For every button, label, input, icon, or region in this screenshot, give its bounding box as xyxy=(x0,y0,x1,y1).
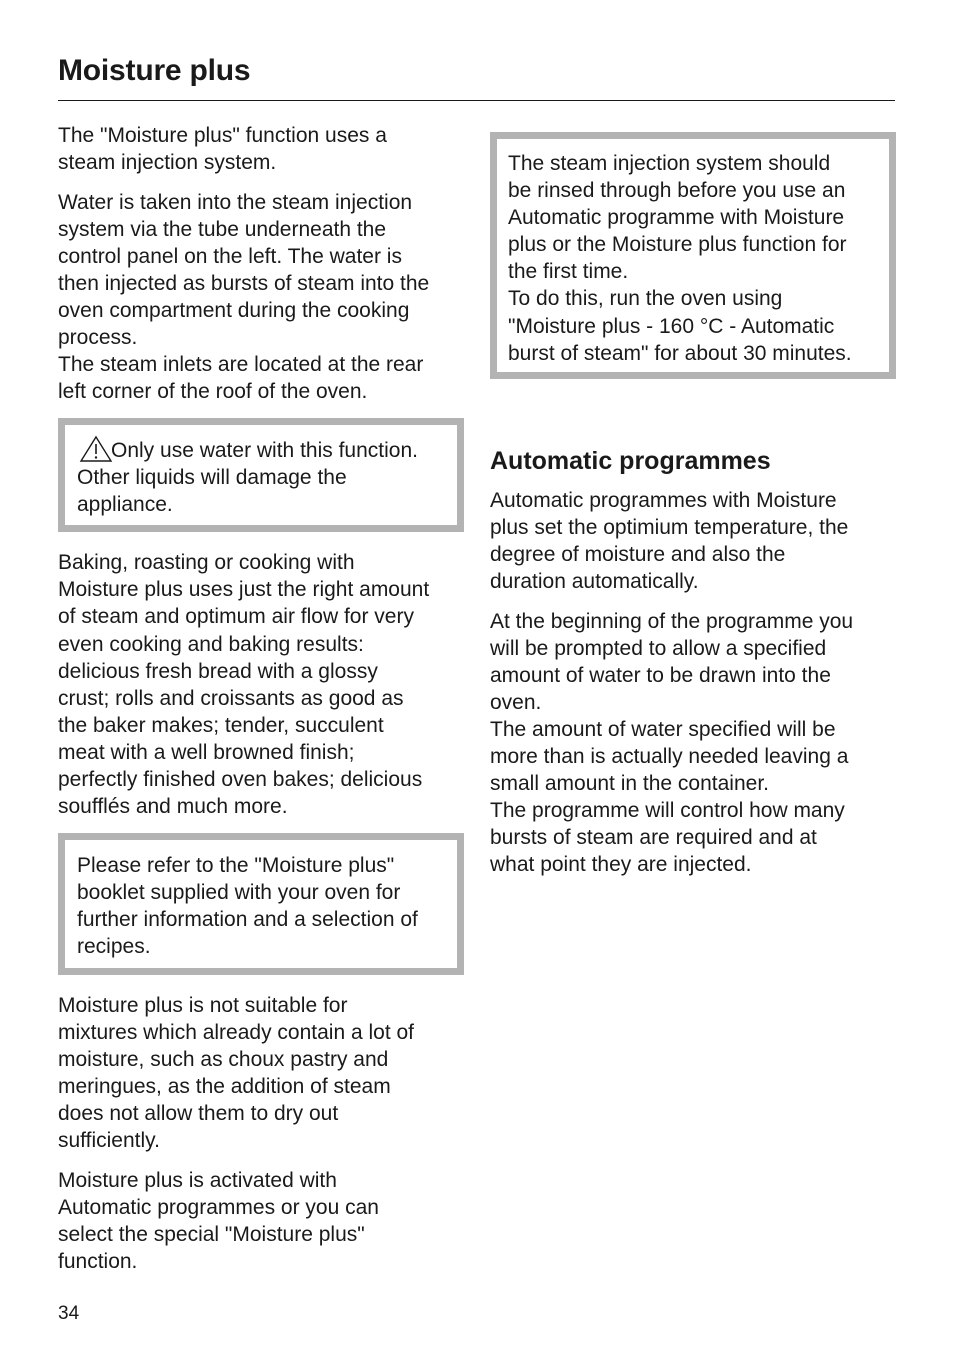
text-line: Moisture plus uses just the right amount xyxy=(58,578,430,602)
text-line: select the special "Moisture plus" xyxy=(58,1222,365,1246)
text-line: duration automatically. xyxy=(490,570,699,594)
text-line: amount of water to be drawn into the xyxy=(490,663,831,687)
text-line: Automatic programmes or you can xyxy=(58,1195,379,1219)
text-line: crust; rolls and croissants as good as xyxy=(58,686,404,710)
text-line: The "Moisture plus" function uses a xyxy=(58,124,387,147)
text-line: mixtures which already contain a lot of xyxy=(58,1020,415,1044)
text-line: booklet supplied with your oven for xyxy=(77,881,401,905)
text-line: more than is actually needed leaving a xyxy=(490,745,849,769)
text-line: Automatic programmes with Moisture xyxy=(490,488,837,512)
text-line: does not allow them to dry out xyxy=(58,1101,339,1125)
warning-box xyxy=(58,418,464,532)
text-line: sufficiently. xyxy=(58,1129,160,1152)
booklet-info-box xyxy=(58,833,464,974)
text-line: soufflés and much more. xyxy=(58,795,288,819)
text-line: the baker makes; tender, succulent xyxy=(58,713,384,737)
text-line: appliance. xyxy=(77,493,173,517)
text-line: Please refer to the "Moisture plus" xyxy=(77,854,395,878)
text-line: small amount in the container. xyxy=(490,772,769,796)
text-line: The programme will control how many xyxy=(490,799,845,823)
text-line: Automatic programme with Moisture xyxy=(508,206,845,230)
text-line: even cooking and baking results: xyxy=(58,632,364,656)
text-line: plus set the optimium temperature, the xyxy=(490,515,849,539)
text-line: At the beginning of the programme you xyxy=(490,609,854,633)
text-line: moisture, such as choux pastry and xyxy=(58,1047,389,1071)
text-line: steam injection system. xyxy=(58,151,277,175)
water-intake-paragraph xyxy=(58,189,466,406)
text-line: perfectly finished oven bakes; delicious xyxy=(58,767,423,791)
rinse-note-box xyxy=(490,132,896,379)
text-line: Moisture plus is not suitable for xyxy=(58,993,348,1017)
auto-programmes-paragraph xyxy=(490,487,896,595)
unsuitable-paragraph xyxy=(58,992,466,1155)
text-line: recipes. xyxy=(77,935,151,959)
title-divider xyxy=(58,100,895,101)
page-title: Moisture plus xyxy=(58,54,251,87)
text-line: bursts of steam are required and at xyxy=(490,826,817,850)
text-line: Moisture plus is activated with xyxy=(58,1168,337,1192)
text-line: The amount of water specified will be xyxy=(490,718,836,741)
text-line: meat with a well browned finish; xyxy=(58,740,355,764)
text-line: The steam injection system should xyxy=(508,152,831,175)
text-line: what point they are injected. xyxy=(490,853,752,877)
text-line: plus or the Moisture plus function for xyxy=(508,233,847,257)
text-line xyxy=(77,437,445,464)
booklet-info-text xyxy=(77,852,445,960)
text-line: be rinsed through before you use an xyxy=(508,179,846,203)
activation-paragraph xyxy=(58,1167,466,1275)
text-line: function. xyxy=(58,1249,138,1273)
text-line: control panel on the left. The water is xyxy=(58,244,402,268)
text-line: Other liquids will damage the xyxy=(77,466,347,490)
left-column xyxy=(58,122,466,1287)
text-line: left corner of the roof of the oven. xyxy=(58,380,368,404)
text-line: delicious fresh bread with a glossy xyxy=(58,659,378,683)
text-line: oven. xyxy=(490,690,542,714)
right-column xyxy=(490,132,896,891)
warning-first-line: Only use water with this function. xyxy=(111,438,418,462)
text-line: oven compartment during the cooking xyxy=(58,299,410,323)
text-line: further information and a selection of xyxy=(77,908,418,932)
warning-triangle-icon xyxy=(79,435,113,462)
text-line: To do this, run the oven using xyxy=(508,287,783,311)
text-line: the first time. xyxy=(508,260,629,284)
text-line: "Moisture plus - 160 °C - Automatic xyxy=(508,314,835,338)
text-line: of steam and optimum air flow for very xyxy=(58,605,414,629)
water-prompt-paragraph xyxy=(490,608,896,879)
text-line: Baking, roasting or cooking with xyxy=(58,551,355,575)
benefits-paragraph xyxy=(58,549,466,820)
text-line: process. xyxy=(58,326,138,350)
text-line: system via the tube underneath the xyxy=(58,217,387,241)
page-number: 34 xyxy=(58,1303,80,1324)
text-line: burst of steam" for about 30 minutes. xyxy=(508,341,852,365)
text-line: The steam inlets are located at the rear xyxy=(58,353,424,377)
text-line: degree of moisture and also the xyxy=(490,542,786,566)
text-line: Water is taken into the steam injection xyxy=(58,190,413,214)
text-line: then injected as bursts of steam into the xyxy=(58,271,430,295)
rinse-note-text xyxy=(508,150,878,367)
section-heading: Automatic programmes xyxy=(490,446,771,475)
intro-paragraph xyxy=(58,122,466,176)
text-line: will be prompted to allow a specified xyxy=(490,636,827,660)
text-line: meringues, as the addition of steam xyxy=(58,1074,391,1098)
warning-text xyxy=(77,437,445,518)
